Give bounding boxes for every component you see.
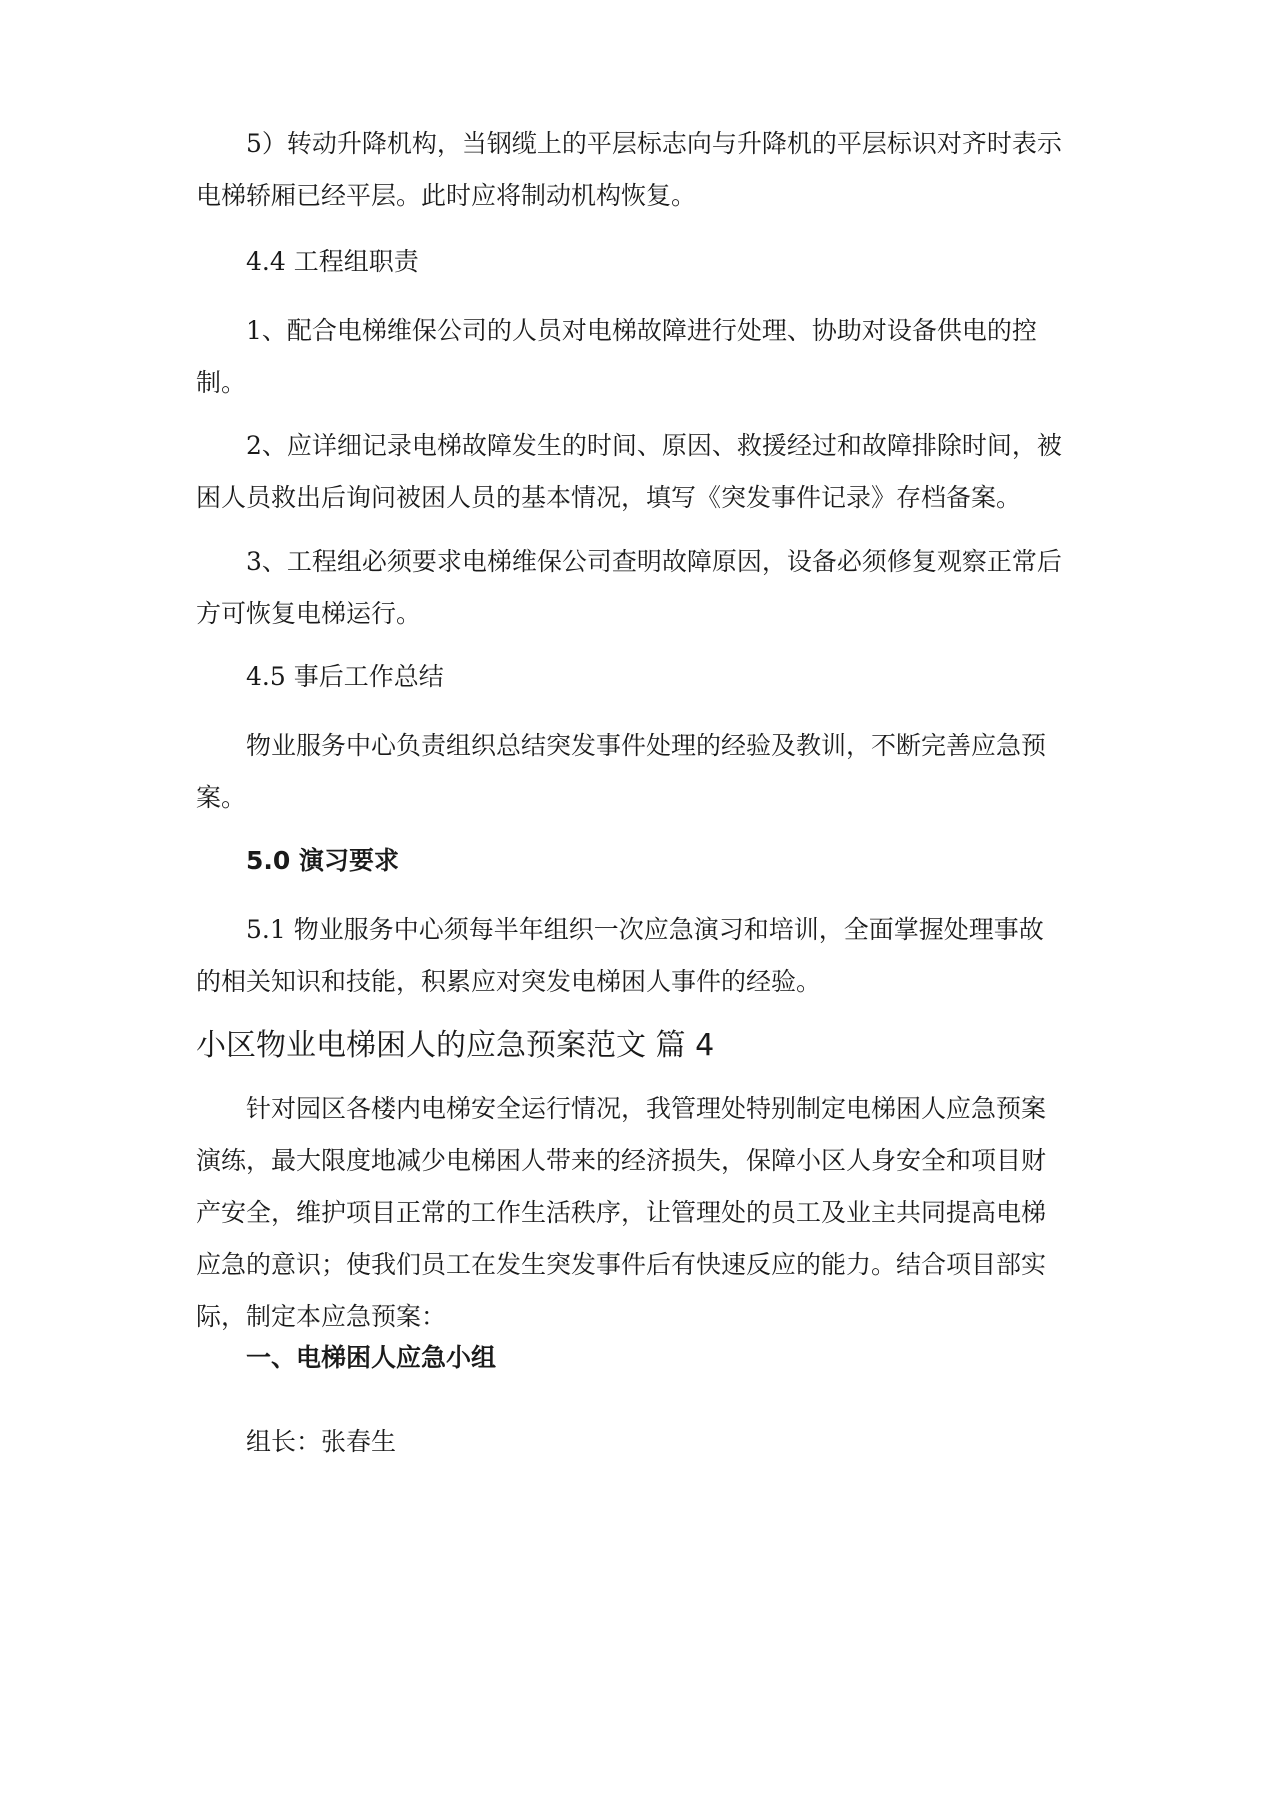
paragraph-line: 2、应详细记录电梯故障发生的时间、原因、救援经过和故障排除时间，被 bbox=[246, 431, 1062, 460]
subheading-text: 一、电梯困人应急小组 bbox=[246, 1343, 497, 1372]
paragraph-line: 案。 bbox=[196, 783, 247, 812]
paragraph-line: 组长：张春生 bbox=[246, 1427, 397, 1456]
subheading-text: 5.0 演习要求 bbox=[246, 846, 399, 875]
paragraph-line: 电梯轿厢已经平层。此时应将制动机构恢复。 bbox=[196, 181, 697, 210]
paragraph-line: 1、配合电梯维保公司的人员对电梯故障进行处理、协助对设备供电的控 bbox=[246, 316, 1037, 345]
subheading-4-5 bbox=[196, 651, 1096, 703]
paragraph-step-5 bbox=[196, 118, 1096, 222]
paragraph-line: 演练，最大限度地减少电梯困人带来的经济损失，保障小区人身安全和项目财 bbox=[196, 1146, 1047, 1175]
paragraph-item-3 bbox=[196, 536, 1096, 640]
paragraph-line: 物业服务中心负责组织总结突发事件处理的经验及教训，不断完善应急预 bbox=[246, 731, 1047, 760]
subheading-group bbox=[196, 1332, 1096, 1384]
subheading-4-4 bbox=[196, 236, 1096, 288]
paragraph-line: 5）转动升降机构，当钢缆上的平层标志向与升降机的平层标识对齐时表示 bbox=[246, 129, 1062, 158]
subheading-5-0 bbox=[196, 835, 1096, 887]
paragraph-line: 5.1 物业服务中心须每半年组织一次应急演习和培训，全面掌握处理事故 bbox=[246, 915, 1044, 944]
paragraph-line: 制。 bbox=[196, 368, 247, 397]
paragraph-intro bbox=[196, 1083, 1096, 1343]
paragraph-leader bbox=[196, 1416, 1096, 1468]
paragraph-line: 困人员救出后询问被困人员的基本情况，填写《突发事件记录》存档备案。 bbox=[196, 483, 1022, 512]
paragraph-line: 际，制定本应急预案： bbox=[196, 1302, 447, 1331]
paragraph-item-2 bbox=[196, 420, 1096, 524]
paragraph-item-1 bbox=[196, 305, 1096, 409]
paragraph-summary bbox=[196, 720, 1096, 824]
paragraph-line: 3、工程组必须要求电梯维保公司查明故障原因，设备必须修复观察正常后 bbox=[246, 547, 1062, 576]
paragraph-line: 方可恢复电梯运行。 bbox=[196, 599, 422, 628]
subheading-text: 4.4 工程组职责 bbox=[246, 247, 419, 276]
paragraph-5-1 bbox=[196, 904, 1096, 1008]
paragraph-line: 应急的意识；使我们员工在发生突发事件后有快速反应的能力。结合项目部实 bbox=[196, 1250, 1047, 1279]
paragraph-line: 产安全，维护项目正常的工作生活秩序，让管理处的员工及业主共同提高电梯 bbox=[196, 1198, 1047, 1227]
subheading-text: 4.5 事后工作总结 bbox=[246, 662, 444, 691]
paragraph-line: 的相关知识和技能，积累应对突发电梯困人事件的经验。 bbox=[196, 967, 822, 996]
paragraph-line: 针对园区各楼内电梯安全运行情况，我管理处特别制定电梯困人应急预案 bbox=[246, 1094, 1047, 1123]
section-title: 小区物业电梯困人的应急预案范文 篇 4 bbox=[196, 1028, 715, 1063]
